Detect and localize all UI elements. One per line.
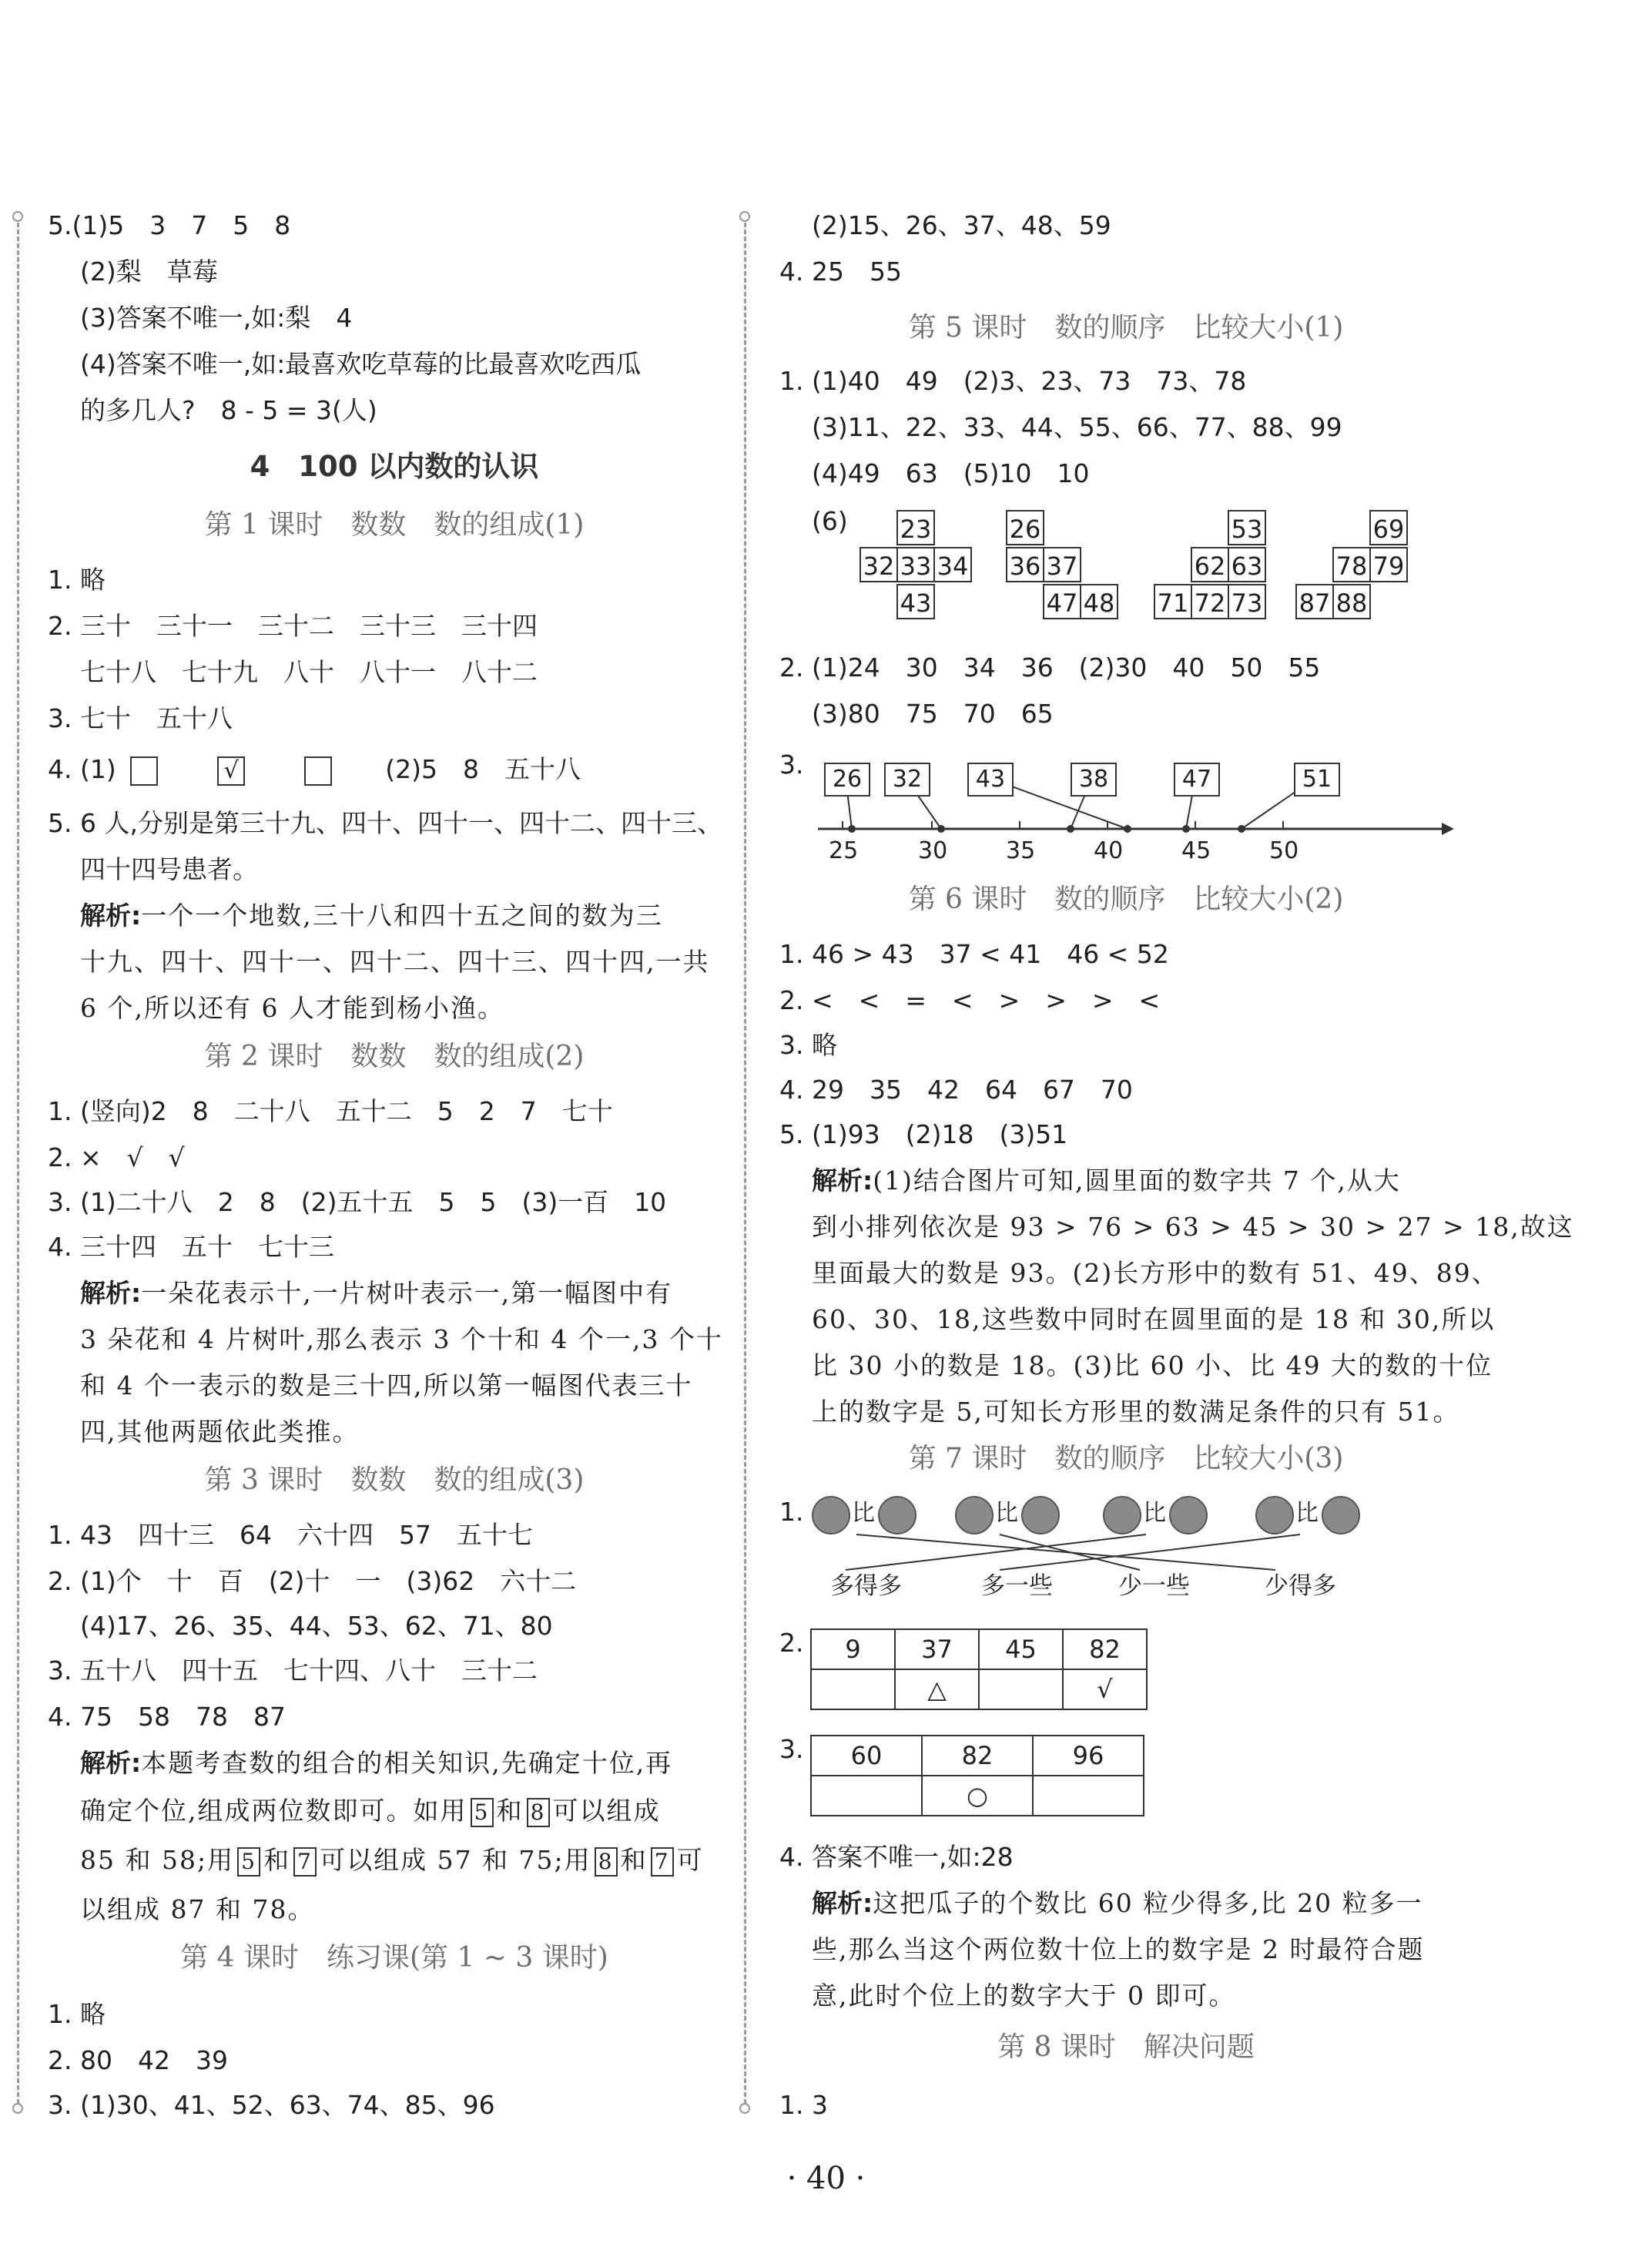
analysis-k5-line6: 上的数字是 5,可知长方形里的数满足条件的只有 51。 xyxy=(812,1397,1460,1427)
table-2 xyxy=(810,1628,1148,1710)
analysis-c4-line1 xyxy=(80,1744,672,1783)
grid-cell: 78 xyxy=(1332,547,1371,582)
tick-label: 45 xyxy=(1181,837,1211,864)
left-margin-dashed-line xyxy=(17,216,19,2111)
tick-label: 35 xyxy=(1006,837,1036,864)
answer-4-suffix: (2)5 8 五十八 xyxy=(385,754,581,784)
grid-cell: 87 xyxy=(1295,584,1334,619)
digit-card: 8 xyxy=(595,1847,618,1877)
binding-dot-icon xyxy=(739,211,750,222)
answer-r1: (2)15、26、37、48、59 xyxy=(812,210,1111,240)
analysis-text: 和 xyxy=(620,1845,648,1875)
grid-cell: 73 xyxy=(1228,584,1266,619)
grid-cell: 47 xyxy=(1043,584,1081,619)
analysis-text: 和 xyxy=(496,1796,524,1826)
table-cell: 37 xyxy=(895,1629,979,1669)
number-line-box: 26 xyxy=(824,763,870,797)
answer-m1: 1. xyxy=(779,1497,804,1527)
analysis-text: 85 和 58;用 xyxy=(80,1845,235,1875)
analysis-label: 解析: xyxy=(812,1888,873,1918)
axis-arrow-icon xyxy=(1442,823,1454,835)
table-cell: △ xyxy=(895,1669,979,1709)
match-line xyxy=(846,1534,1146,1570)
answer-r2: 4. 25 55 xyxy=(779,257,902,287)
answer-5-1: 5.(1)5 3 7 5 8 xyxy=(48,210,291,240)
lesson-heading-7: 第 7 课时 数的顺序 比较大小(3) xyxy=(908,1443,1344,1474)
grid-cell: 43 xyxy=(896,584,935,619)
analysis-text: 可以组成 xyxy=(552,1796,661,1826)
dog-face-icon xyxy=(1322,1496,1360,1534)
answer-2b: 七十八 七十九 八十 八十一 八十二 xyxy=(80,657,538,687)
empty-box xyxy=(304,756,332,786)
elephant-face-icon xyxy=(1021,1496,1060,1534)
analysis-b4-line1 xyxy=(80,1274,672,1313)
answer-4-prefix: 4. (1) xyxy=(48,754,116,784)
grid-cell: 48 xyxy=(1080,584,1118,619)
match-label: 多得多 xyxy=(830,1572,902,1600)
answer-c2a: 2. (1)个 十 百 (2)十 一 (3)62 六十二 xyxy=(48,1566,577,1596)
grid-cell: 26 xyxy=(1006,510,1044,545)
bear-face-icon xyxy=(1169,1496,1208,1534)
answer-m3: 3. xyxy=(779,1734,804,1764)
analysis-k5-line5: 比 30 小的数是 18。(3)比 60 小、比 49 大的数的十位 xyxy=(812,1350,1493,1380)
digit-card: 8 xyxy=(527,1798,550,1827)
lesson-heading-3: 第 3 课时 数数 数的组成(3) xyxy=(204,1464,585,1496)
answer-k3: 3. 略 xyxy=(779,1030,837,1060)
number-line-box: 38 xyxy=(1071,763,1117,797)
table-cell: 60 xyxy=(811,1736,922,1776)
analysis-m4-line2: 些,那么当这个两位数十位上的数字是 2 时最符合题 xyxy=(812,1934,1425,1964)
column-divider xyxy=(744,216,746,2111)
table-cell: 45 xyxy=(979,1629,1063,1669)
analysis-c4-line3 xyxy=(80,1841,704,1880)
analysis-c4-line4: 以组成 87 和 78。 xyxy=(80,1894,315,1924)
page-number: · 40 · xyxy=(786,2161,866,2196)
number-line xyxy=(810,746,1457,854)
match-label: 少得多 xyxy=(1265,1572,1336,1600)
grid-cell: 88 xyxy=(1332,584,1371,619)
table-cell xyxy=(1033,1776,1144,1816)
table-cell: 96 xyxy=(1033,1736,1144,1776)
analysis-m4-line1 xyxy=(812,1884,1423,1923)
analysis-label: 解析: xyxy=(812,1166,873,1196)
lesson-heading-2: 第 2 课时 数数 数的组成(2) xyxy=(204,1041,585,1072)
grid-cell: 71 xyxy=(1154,584,1192,619)
answer-e1: 1. 略 xyxy=(48,1999,106,2029)
table-3 xyxy=(810,1735,1144,1816)
lesson-heading-1: 第 1 课时 数数 数的组成(1) xyxy=(204,509,585,541)
answer-b3: 3. (1)二十八 2 8 (2)五十五 5 5 (3)一百 10 xyxy=(48,1187,667,1217)
answer-f1: 1. (1)40 49 (2)3、23、73 73、78 xyxy=(779,366,1247,396)
lesson-heading-4: 第 4 课时 练习课(第 1 ~ 3 课时) xyxy=(180,1942,608,1974)
digit-card: 7 xyxy=(293,1847,317,1877)
analysis-k5-line4: 60、30、18,这些数中同时在圆里面的是 18 和 30,所以 xyxy=(812,1304,1496,1334)
answer-g2: (3)80 75 70 65 xyxy=(812,699,1054,729)
grid-cell: 23 xyxy=(896,510,935,545)
digit-card: 5 xyxy=(471,1798,494,1827)
table-cell: ○ xyxy=(922,1776,1033,1816)
answer-k2: 2. < < = < > > > < xyxy=(779,985,1161,1015)
analysis-5-line1 xyxy=(80,897,663,935)
answer-3: 3. 七十 五十八 xyxy=(48,703,233,733)
analysis-text: 一朵花表示十,一片树叶表示一,第一幅图中有 xyxy=(141,1278,673,1308)
analysis-text: 确定个位,组成两位数即可。如用 xyxy=(80,1796,467,1826)
analysis-k5-line2: 到小排列依次是 93 > 76 > 63 > 45 > 30 > 27 > 18,故这 xyxy=(812,1212,1574,1242)
tick-label: 50 xyxy=(1269,837,1299,864)
point-dot xyxy=(1238,825,1245,833)
binding-dot-icon xyxy=(739,2103,750,2114)
dog-face-icon xyxy=(812,1496,850,1534)
analysis-text: 一个一个地数,三十八和四十五之间的数为三 xyxy=(141,901,663,931)
grid-cell: 33 xyxy=(896,547,935,582)
match-label: 多一些 xyxy=(981,1572,1053,1600)
analysis-text: 和 xyxy=(263,1845,291,1875)
answer-e3: 3. (1)30、41、52、63、74、85、96 xyxy=(48,2090,495,2120)
grid-cell: 53 xyxy=(1228,510,1266,545)
compare-word: 比 xyxy=(1143,1500,1166,1527)
analysis-5-line3: 6 个,所以还有 6 人才能到杨小渔。 xyxy=(80,993,504,1023)
table-cell xyxy=(811,1669,895,1709)
answer-5-4-cont: 的多几人? 8 - 5 = 3(人) xyxy=(80,395,377,425)
analysis-5-line2: 十九、四十、四十一、四十二、四十三、四十四,一共 xyxy=(80,947,710,977)
table-cell xyxy=(811,1776,922,1816)
grid-cell: 34 xyxy=(933,547,972,582)
point-dot xyxy=(1124,825,1131,833)
binding-dot-icon xyxy=(12,2103,23,2114)
table-cell: √ xyxy=(1063,1669,1147,1709)
answer-k1: 1. 46 > 43 37 < 41 46 < 52 xyxy=(779,939,1169,969)
match-line xyxy=(1000,1534,1300,1570)
answer-g3: 3. xyxy=(779,750,804,780)
grid-cell: 36 xyxy=(1006,547,1044,582)
grid-cell: 37 xyxy=(1043,547,1081,582)
answer-m4: 4. 答案不唯一,如:28 xyxy=(779,1842,1014,1872)
grid-cell: 62 xyxy=(1191,547,1229,582)
tick-label: 25 xyxy=(829,837,859,864)
answer-5-4: (4)答案不唯一,如:最喜欢吃草莓的比最喜欢吃西瓜 xyxy=(80,349,642,379)
table-cell: 9 xyxy=(811,1629,895,1669)
table-row xyxy=(811,1776,1144,1816)
answer-g1: 2. (1)24 30 34 36 (2)30 40 50 55 xyxy=(779,652,1321,683)
analysis-b4-line3: 和 4 个一表示的数是三十四,所以第一幅图代表三十 xyxy=(80,1370,693,1400)
analysis-label: 解析: xyxy=(80,901,142,931)
match-label: 少一些 xyxy=(1118,1572,1190,1600)
dog-face-icon xyxy=(955,1496,994,1534)
analysis-c4-line2 xyxy=(80,1792,661,1830)
answer-b1: 1. (竖向)2 8 二十八 五十二 5 2 7 七十 xyxy=(48,1096,613,1126)
analysis-m4-line3: 意,此时个位上的数字大于 0 即可。 xyxy=(812,1981,1236,2011)
checked-box: √ xyxy=(217,756,245,786)
elephant-face-icon xyxy=(1103,1496,1141,1534)
answer-c2b: (4)17、26、35、44、53、62、71、80 xyxy=(80,1611,553,1641)
number-line-box: 51 xyxy=(1294,763,1340,797)
point-dot xyxy=(1067,825,1074,833)
analysis-text: 这把瓜子的个数比 60 粒少得多,比 20 粒多一 xyxy=(873,1888,1423,1918)
grid-cell: 63 xyxy=(1228,547,1266,582)
compare-word: 比 xyxy=(1295,1500,1319,1527)
answer-2a: 2. 三十 三十一 三十二 三十三 三十四 xyxy=(48,611,538,641)
lesson-heading-5: 第 5 课时 数的顺序 比较大小(1) xyxy=(908,312,1344,344)
lesson-heading-6: 第 6 课时 数的顺序 比较大小(2) xyxy=(908,884,1344,915)
empty-box xyxy=(130,756,158,786)
bear-face-icon xyxy=(1255,1496,1294,1534)
unit-title: 4 100 以内数的认识 xyxy=(250,450,539,483)
grid-cell: 69 xyxy=(1369,510,1408,545)
digit-card: 5 xyxy=(237,1847,260,1877)
analysis-label: 解析: xyxy=(80,1748,142,1778)
lesson-heading-8: 第 8 课时 解决问题 xyxy=(997,2031,1255,2063)
grid-cell: 32 xyxy=(860,547,898,582)
table-cell: 82 xyxy=(1063,1629,1147,1669)
table-row xyxy=(811,1629,1147,1669)
answer-k5: 5. (1)93 (2)18 (3)51 xyxy=(779,1119,1068,1149)
analysis-k5-line1 xyxy=(812,1162,1401,1200)
table-cell: 82 xyxy=(922,1736,1033,1776)
number-line-box: 47 xyxy=(1174,763,1220,797)
answer-m2: 2. xyxy=(779,1628,804,1658)
analysis-text: (1)结合图片可知,圆里面的数字共 7 个,从大 xyxy=(873,1166,1401,1196)
match-line xyxy=(1000,1534,1140,1570)
analysis-text: 可 xyxy=(676,1845,704,1875)
answer-5a: 5. 6 人,分别是第三十九、四十、四十一、四十二、四十三、 xyxy=(48,808,722,838)
compare-word: 比 xyxy=(995,1500,1018,1527)
tick-label: 40 xyxy=(1094,837,1124,864)
answer-1: 1. 略 xyxy=(48,565,106,595)
number-line-box: 43 xyxy=(967,763,1014,797)
number-line-box: 32 xyxy=(884,763,930,797)
answer-c4: 4. 75 58 78 87 xyxy=(48,1702,286,1732)
answer-n1: 1. 3 xyxy=(779,2090,828,2120)
analysis-text: 可以组成 57 和 75;用 xyxy=(320,1845,591,1875)
table-cell xyxy=(979,1669,1063,1709)
answer-b2: 2. × √ √ xyxy=(48,1142,185,1172)
binding-dot-icon xyxy=(12,211,23,222)
analysis-b4-line2: 3 朵花和 4 片树叶,那么表示 3 个十和 4 个一,3 个十 xyxy=(80,1324,723,1354)
table-row xyxy=(811,1669,1147,1709)
grid-cell: 72 xyxy=(1191,584,1229,619)
analysis-label: 解析: xyxy=(80,1278,142,1308)
bear-face-icon xyxy=(878,1496,916,1534)
digit-card: 7 xyxy=(651,1847,674,1877)
analysis-text: 本题考查数的组合的相关知识,先确定十位,再 xyxy=(141,1748,673,1778)
match-line xyxy=(856,1534,1275,1570)
compare-word: 比 xyxy=(852,1500,875,1527)
answer-4 xyxy=(48,750,581,789)
answer-f4: (6) xyxy=(812,506,848,536)
answer-5b: 四十四号患者。 xyxy=(80,854,258,884)
answer-5-2: (2)梨 草莓 xyxy=(80,257,218,287)
answer-f3: (4)49 63 (5)10 10 xyxy=(812,458,1090,488)
answer-c3: 3. 五十八 四十五 七十四、八十 三十二 xyxy=(48,1655,538,1685)
tick-label: 30 xyxy=(918,837,948,864)
analysis-k5-line3: 里面最大的数是 93。(2)长方形中的数有 51、49、89、 xyxy=(812,1258,1499,1288)
answer-k4: 4. 29 35 42 64 67 70 xyxy=(779,1075,1133,1105)
answer-b4: 4. 三十四 五十 七十三 xyxy=(48,1232,334,1262)
answer-c1: 1. 43 四十三 64 六十四 57 五十七 xyxy=(48,1520,533,1550)
analysis-b4-line4: 四,其他两题依此类推。 xyxy=(80,1417,360,1447)
answer-e2: 2. 80 42 39 xyxy=(48,2045,228,2075)
table-row xyxy=(811,1736,1144,1776)
grid-cell: 79 xyxy=(1369,547,1408,582)
answer-5-3: (3)答案不唯一,如:梨 4 xyxy=(80,303,353,333)
answer-f2: (3)11、22、33、44、55、66、77、88、99 xyxy=(812,412,1342,442)
